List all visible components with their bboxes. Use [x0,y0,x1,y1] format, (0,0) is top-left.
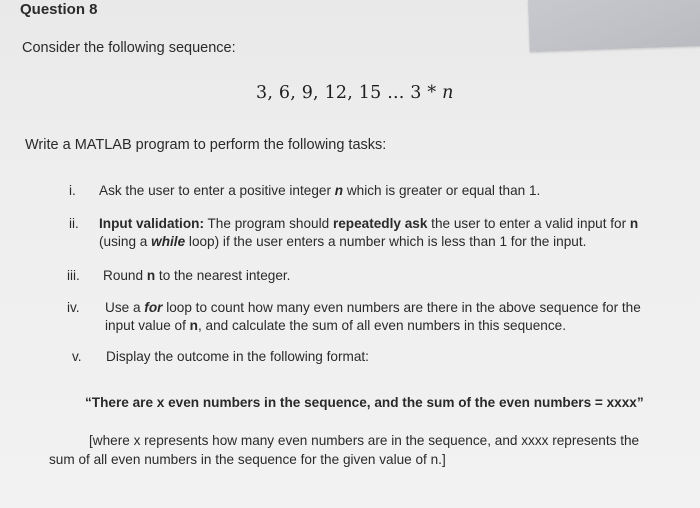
task-text-part: the user to enter a valid input for [427,216,630,231]
task-bold-phrase: repeatedly ask [332,216,428,231]
task-number: i. [69,183,76,198]
task-text: Display the outcome in the following format: [106,349,369,364]
where-note [49,431,689,469]
sequence-variable: n [442,83,454,103]
sequence-operator: * [421,83,443,103]
task-text-part: which is greater or equal than 1. [343,183,541,198]
task-text-part: loop to count how many even numbers are there in the above sequence for the [162,300,641,315]
task-text-part: (using a [99,234,152,249]
task-variable: n [629,216,639,231]
task-keyword: for [144,300,163,315]
sticky-note [528,0,700,52]
task-bold-label: Input validation: [99,216,204,231]
where-note-line: sum of all even numbers in the sequence for the given value of n.] [49,452,446,467]
task-number: iii. [67,268,80,283]
task-text [105,299,690,335]
intro-text: Consider the following sequence: [22,40,236,56]
task-text [99,182,684,200]
question-title: Question 8 [20,1,98,18]
task-number: v. [72,349,82,364]
task-number: iv. [67,300,80,315]
task-number: ii. [69,216,79,231]
output-format-line: “There are x even numbers in the sequence, and the sum of the even numbers = xxxx” [85,395,644,410]
task-variable: n [146,268,156,283]
task-variable: n [189,318,198,333]
sequence-formula [256,83,454,103]
task-intro: Write a MATLAB program to perform the following tasks: [25,137,387,153]
where-note-line: [where x represents how many even numbers are in the sequence, and xxxx represents the [89,433,640,448]
task-text [99,215,684,251]
task-text-part: loop) if the user enters a number which is less than 1 for the input. [185,234,587,249]
task-text-part: Ask the user to enter a positive integer [99,183,335,198]
task-text-part: The program should [203,216,333,231]
task-text [103,267,688,285]
task-text-part: , and calculate the sum of all even numbers in this sequence. [197,318,566,333]
task-keyword: while [151,234,186,249]
sequence-terms: 3, 6, 9, 12, 15 ... 3 [256,83,422,103]
task-text-part: input value of [105,318,190,333]
task-text-part: Round [103,268,147,283]
task-text-part: Use a [105,300,145,315]
task-text-part: to the nearest integer. [155,268,291,283]
task-variable: n [334,183,344,198]
